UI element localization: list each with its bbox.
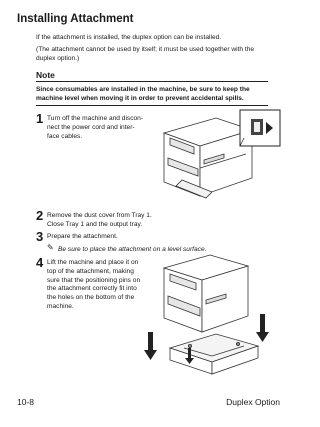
note-text: Since consumables are installed in the machine, be sure to keep the machine level when moving it in order to prevent accidental spills. xyxy=(36,86,250,102)
page-number: 10-8 xyxy=(17,397,35,407)
step-2-number: 2 xyxy=(36,208,44,223)
intro-paragraph-1: If the attachment is installed, the duplex option can be installed. xyxy=(36,34,222,41)
pencil-icon: ✎ xyxy=(47,243,54,252)
step-3-text: Prepare the attachment. xyxy=(47,233,118,240)
tip-text: Be sure to place the attachment on a level surface. xyxy=(58,246,207,253)
note-bottom-rule xyxy=(36,105,268,106)
intro-paragraph-2: (The attachment cannot be used by itself; it must be used together with the duplex option.) xyxy=(36,46,255,62)
step-4-number: 4 xyxy=(36,255,44,270)
attachment-install-illustration xyxy=(140,250,280,384)
page-title: Installing Attachment xyxy=(17,13,134,25)
note-top-rule xyxy=(36,81,268,82)
printer-power-off-illustration xyxy=(154,108,284,204)
step-1-number: 1 xyxy=(36,111,44,126)
step-4-text: Lift the machine and place it on top of the attachment, making sure that the positioning pins on the attachment correctly fit into the holes on the bottom of the machine. xyxy=(47,259,141,310)
note-heading: Note xyxy=(36,70,55,80)
section-name: Duplex Option xyxy=(226,397,280,407)
step-3-number: 3 xyxy=(36,229,44,244)
step-1-text: Turn off the machine and discon- nect the power cord and inter- face cables. xyxy=(47,115,144,140)
step-2-text: Remove the dust cover from Tray 1. Close Tray 1 and the output tray. xyxy=(47,212,152,228)
